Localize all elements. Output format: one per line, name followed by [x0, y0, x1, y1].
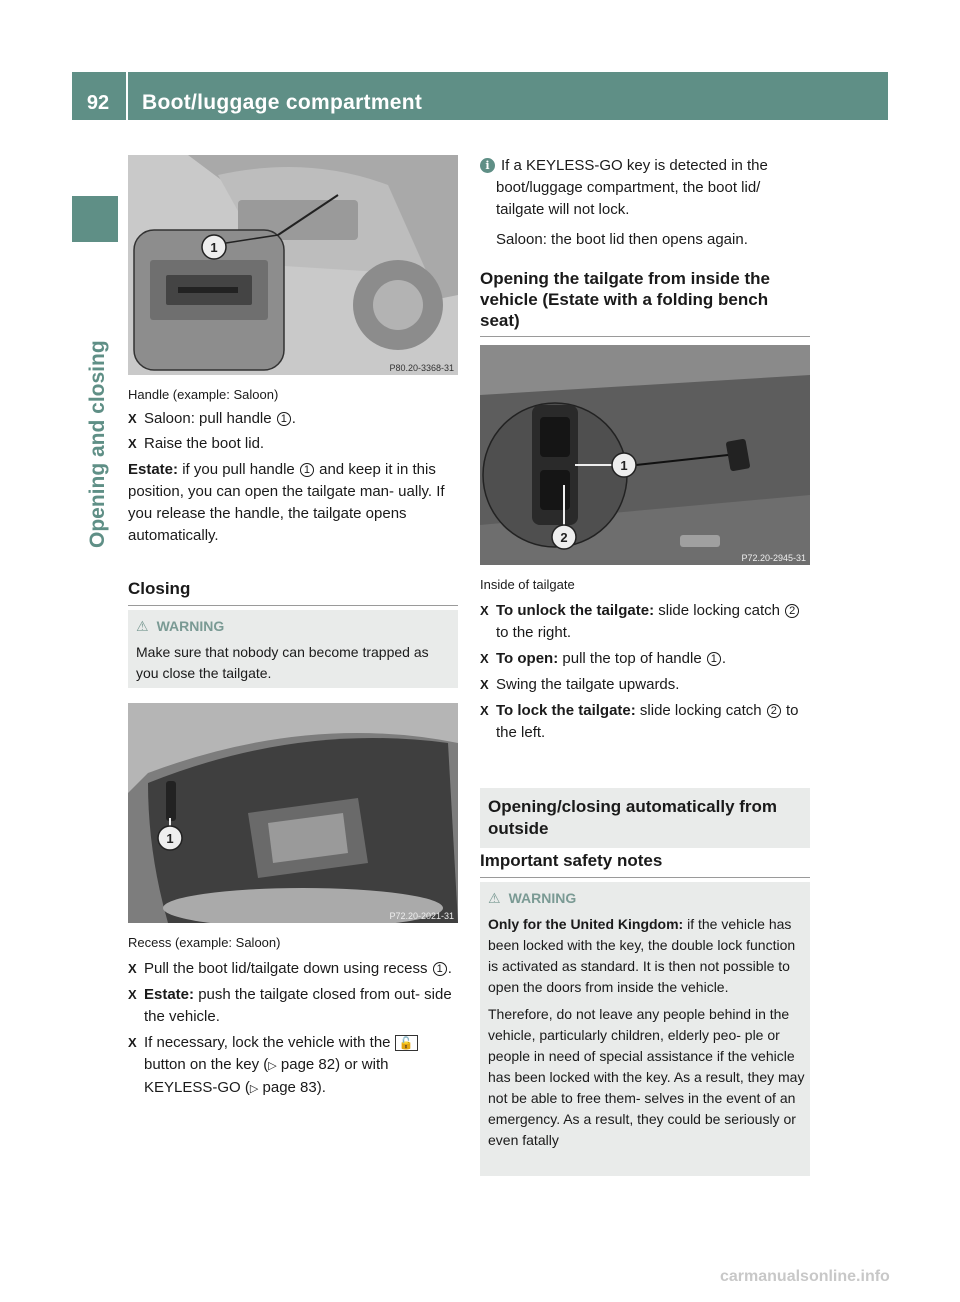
warning-title: WARNING — [508, 890, 577, 906]
step-pull-down: X Pull the boot lid/tailgate down using recess 1 . — [128, 958, 458, 980]
step-open: X To open: pull the top of handle 1 . — [480, 648, 810, 670]
photo-inside-tailgate — [480, 345, 810, 565]
boot-handle-illustration — [128, 155, 458, 375]
inside-tailgate-illustration — [480, 345, 810, 565]
heading-closing: Closing — [128, 578, 458, 606]
header-divider — [126, 72, 128, 120]
section-tab-marker — [72, 196, 118, 242]
warning-title: WARNING — [156, 618, 225, 634]
page-ref-arrow-icon: ▷ — [249, 1083, 259, 1095]
info-icon: i — [480, 158, 495, 173]
page-title: Boot/luggage compartment — [142, 91, 423, 114]
watermark: carmanualsonline.info — [720, 1268, 890, 1285]
caption-inside-tailgate: Inside of tailgate — [480, 577, 575, 592]
svg-text:1: 1 — [620, 458, 628, 473]
page-number: 92 — [86, 92, 110, 114]
section-tab-label: Opening and closing — [86, 340, 109, 548]
step-swing-up: X Swing the tailgate upwards. — [480, 674, 810, 696]
image-code: P80.20-3368-31 — [389, 363, 454, 373]
step-lock-tailgate: X To lock the tailgate: slide locking catch 2 to the left. — [480, 700, 810, 744]
warning-box-closing — [128, 610, 458, 688]
step-raise-boot-lid: X Raise the boot lid. — [128, 433, 458, 455]
step-pull-handle: X Saloon: pull handle 1 . — [128, 408, 458, 430]
info-note-keyless: i If a KEYLESS-GO key is detected in the boot/luggage compartment, the boot lid/ tailgate will not lock. — [480, 155, 810, 221]
svg-text:1: 1 — [166, 831, 174, 846]
warning-text: Make sure that nobody can become trapped as you close the tailgate. — [136, 644, 429, 681]
section-heading-automatic: Opening/closing automatically from outside — [480, 788, 810, 848]
warning-icon: ⚠ — [136, 618, 149, 634]
lock-icon: 🔓 — [395, 1035, 418, 1051]
info-note-saloon: Saloon: the boot lid then opens again. — [496, 231, 748, 248]
heading-safety-notes: Important safety notes — [480, 850, 810, 878]
step-lock-vehicle: X If necessary, lock the vehicle with the 🔓 button on the key (▷ page 82) or with KEYLESS-GO (▷ page 83). — [128, 1032, 458, 1100]
warning-text-uk: Only for the United Kingdom: if the vehicle has been locked with the key, the double lock function is activated as standard. It is then not possible to open the doors from inside the vehicle. — [488, 916, 796, 995]
photo-boot-handle — [128, 155, 458, 375]
warning-box-double-lock — [480, 882, 810, 1176]
photo-recess — [128, 703, 458, 923]
image-code: P72.20-2945-31 — [741, 553, 806, 563]
image-code: P72.20-2021-31 — [389, 911, 454, 921]
caption-recess: Recess (example: Saloon) — [128, 935, 281, 950]
svg-text:1: 1 — [210, 240, 218, 255]
step-unlock-tailgate: X To unlock the tailgate: slide locking catch 2 to the right. — [480, 600, 810, 644]
estate-paragraph: Estate: if you pull handle 1 and keep it in this position, you can open the tailgate man- ually. If you release the handle, the tailgate opens automatically. — [128, 461, 445, 544]
step-estate-push: X Estate: push the tailgate closed from out- side the vehicle. — [128, 984, 458, 1028]
warning-icon: ⚠ — [488, 890, 501, 906]
heading-open-from-inside: Opening the tailgate from inside the vehicle (Estate with a folding bench seat) — [480, 268, 810, 337]
warning-text-people: Therefore, do not leave any people behind in the vehicle, particularly children, elderly peo- ple or people in need of special assistance if the vehicle has been locked with the key. As a result, they may not be able to free them- selves in the event of an emergency. As a result, they could be seriously or even fatally — [488, 1006, 805, 1148]
svg-text:2: 2 — [560, 530, 568, 545]
recess-illustration — [128, 703, 458, 923]
caption-handle: Handle (example: Saloon) — [128, 387, 279, 402]
page-ref-arrow-icon: ▷ — [268, 1060, 277, 1072]
